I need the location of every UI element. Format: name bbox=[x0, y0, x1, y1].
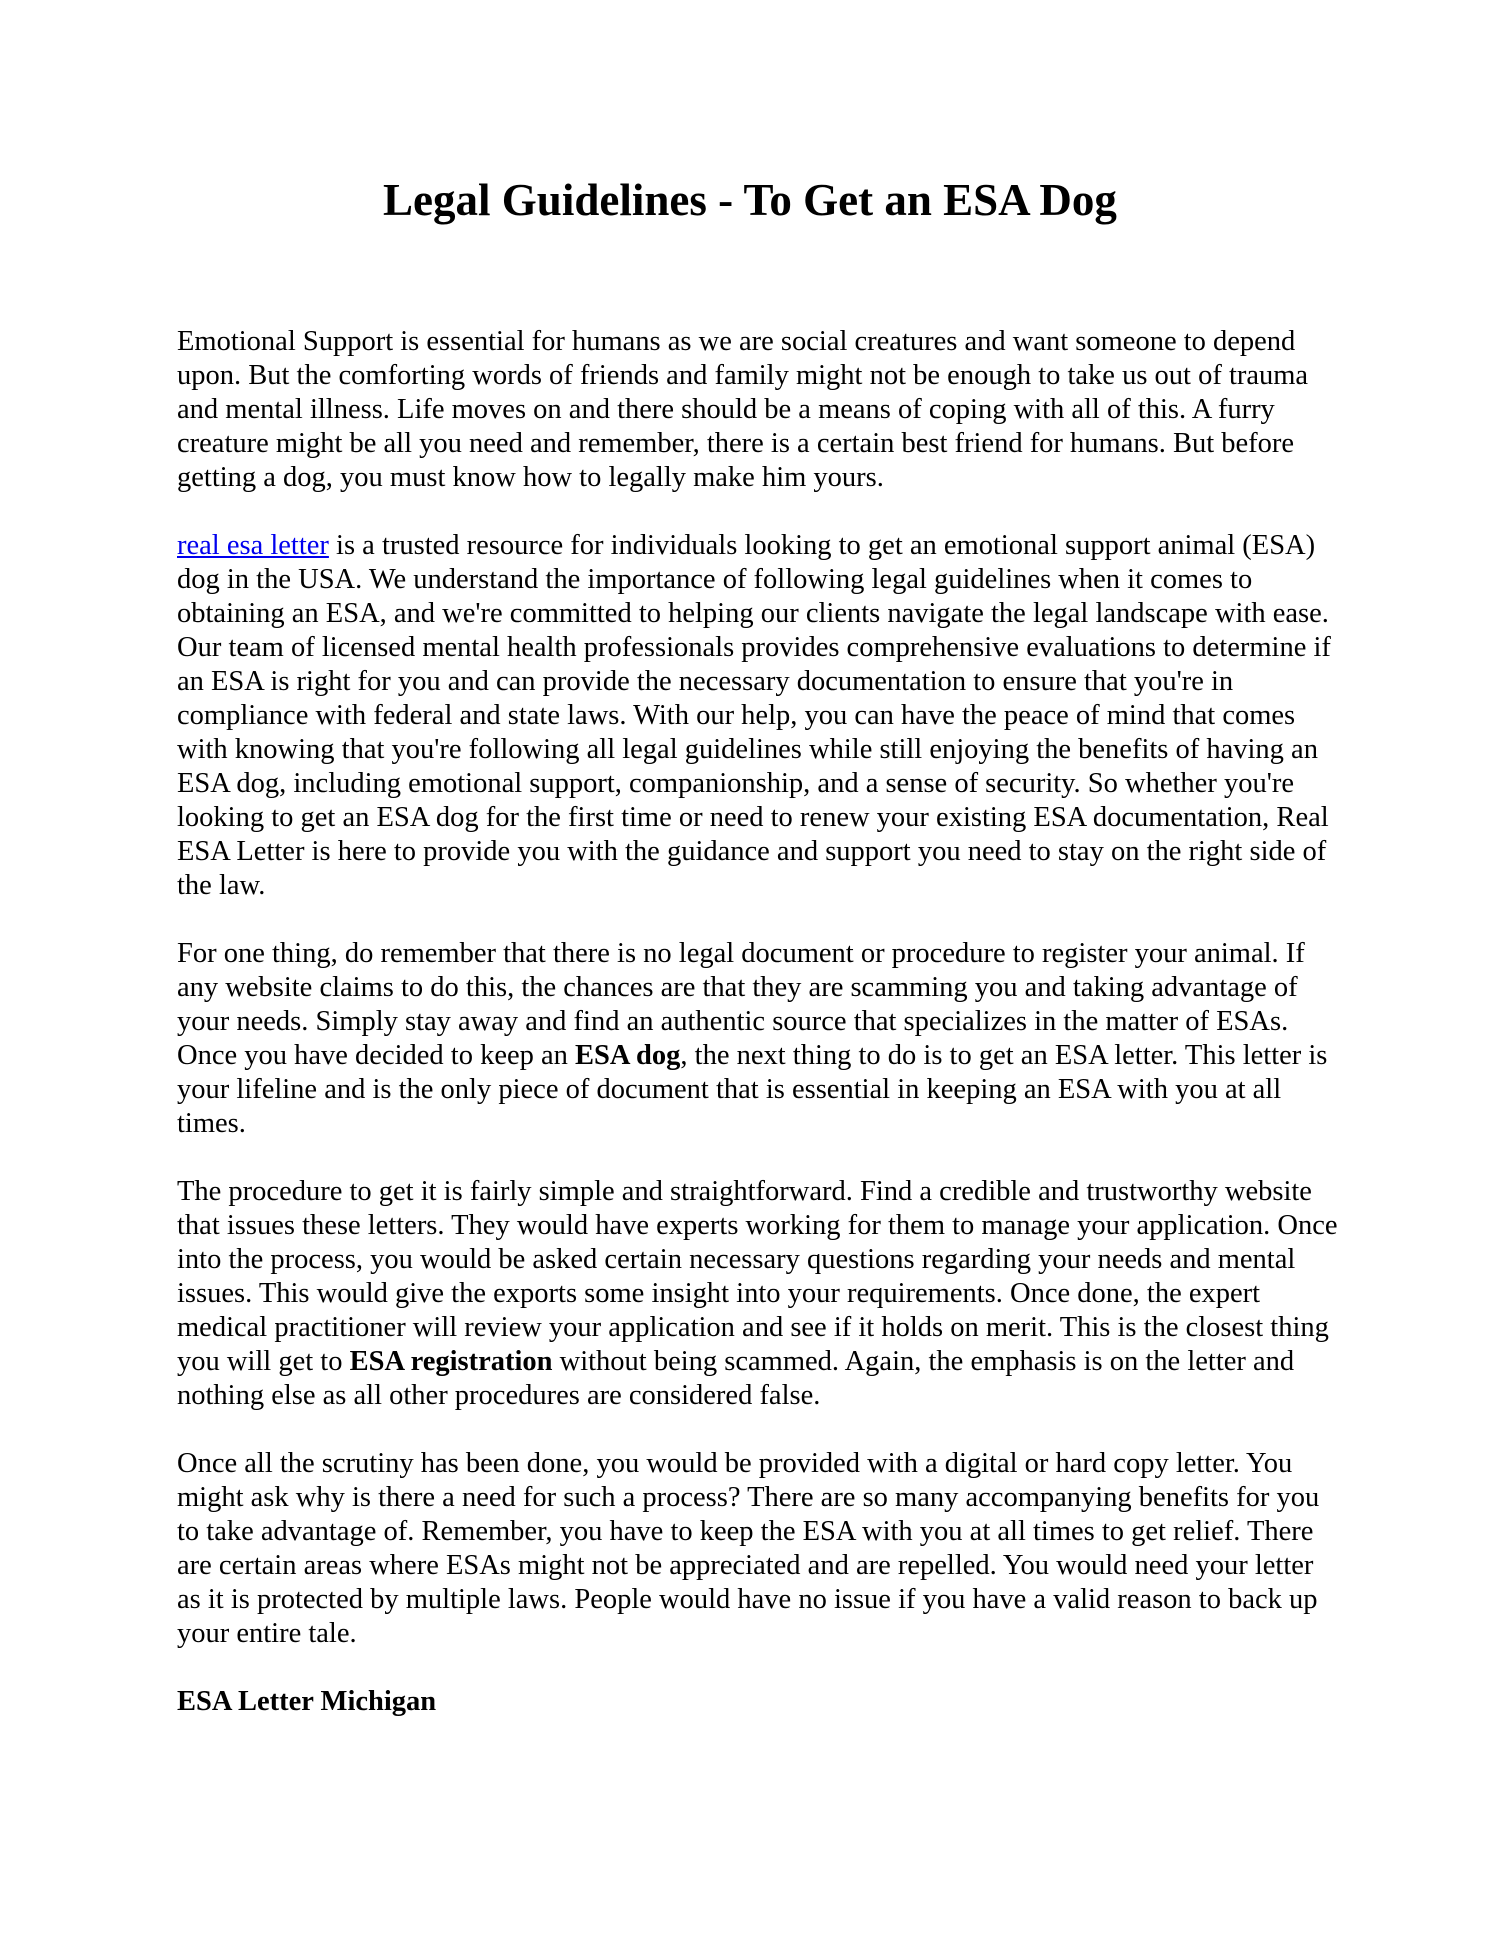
paragraph-registration bbox=[177, 937, 1339, 1141]
paragraph-text: , the next thing to do is to get an ESA letter. This letter is your lifeline and is the only piece of document that is essential in keeping an ESA with you at all times. bbox=[177, 1040, 1328, 1139]
paragraph-text: without being scammed. Again, the emphasis is on the letter and nothing else as all other procedures are considered false. bbox=[177, 1346, 1295, 1411]
real-esa-letter-link[interactable]: real esa letter bbox=[177, 530, 329, 561]
paragraph-text: For one thing, do remember that there is no legal document or procedure to register your animal. If any website claims to do this, the chances are that they are scamming you and taking advantage of your needs. Simply stay away and find an authentic source that specializes in the matter of ESAs. Once you have decided to keep an bbox=[177, 938, 1305, 1071]
bold-term: ESA dog bbox=[575, 1040, 681, 1071]
paragraph-real-esa-letter bbox=[177, 529, 1339, 903]
paragraph-text: is a trusted resource for individuals looking to get an emotional support animal (ESA) dog in the USA. We understand the importance of following legal guidelines when it comes to obtaining an ESA, and we're committed to helping our clients navigate the legal landscape with ease. Our team of licensed mental health professionals provides comprehensive evaluations to determine if an ESA is right for you and can provide the necessary documentation to ensure that you're in compliance with federal and state laws. With our help, you can have the peace of mind that comes with knowing that you're following all legal guidelines while still enjoying the benefits of having an ESA dog, including emotional support, companionship, and a sense of security. So whether you're looking to get an ESA dog for the first time or need to renew your existing ESA documentation, Real ESA Letter is here to provide you with the guidance and support you need to stay on the right side of the law. bbox=[177, 530, 1331, 901]
paragraph-intro: Emotional Support is essential for humans as we are social creatures and want someone to depend upon. But the comforting words of friends and family might not be enough to take us out of trauma and mental illness. Life moves on and there should be a means of coping with all of this. A furry creature might be all you need and remember, there is a certain best friend for humans. But before getting a dog, you must know how to legally make him yours. bbox=[177, 326, 1309, 493]
page-title: Legal Guidelines - To Get an ESA Dog bbox=[383, 175, 1117, 225]
bold-term: ESA registration bbox=[349, 1346, 553, 1377]
document-body bbox=[177, 325, 1339, 1719]
paragraph-text: The procedure to get it is fairly simple and straightforward. Find a credible and trustworthy website that issues these letters. They would have experts working for them to manage your application. Once into the process, you would be asked certain necessary questions regarding your needs and mental issues. This would give the exports some insight into your requirements. Once done, the expert medical practitioner will review your application and see if it holds on merit. This is the closest thing you will get to bbox=[177, 1176, 1338, 1377]
subheading: ESA Letter Michigan bbox=[177, 1686, 437, 1717]
paragraph-scrutiny: Once all the scrutiny has been done, you would be provided with a digital or hard copy letter. You might ask why is there a need for such a process? There are so many accompanying benefits for you to take advantage of. Remember, you have to keep the ESA with you at all times to get relief. There are certain areas where ESAs might not be appreciated and are repelled. You would need your letter as it is protected by multiple laws. People would have no issue if you have a valid reason to back up your entire tale. bbox=[177, 1448, 1320, 1649]
paragraph-procedure bbox=[177, 1175, 1339, 1413]
